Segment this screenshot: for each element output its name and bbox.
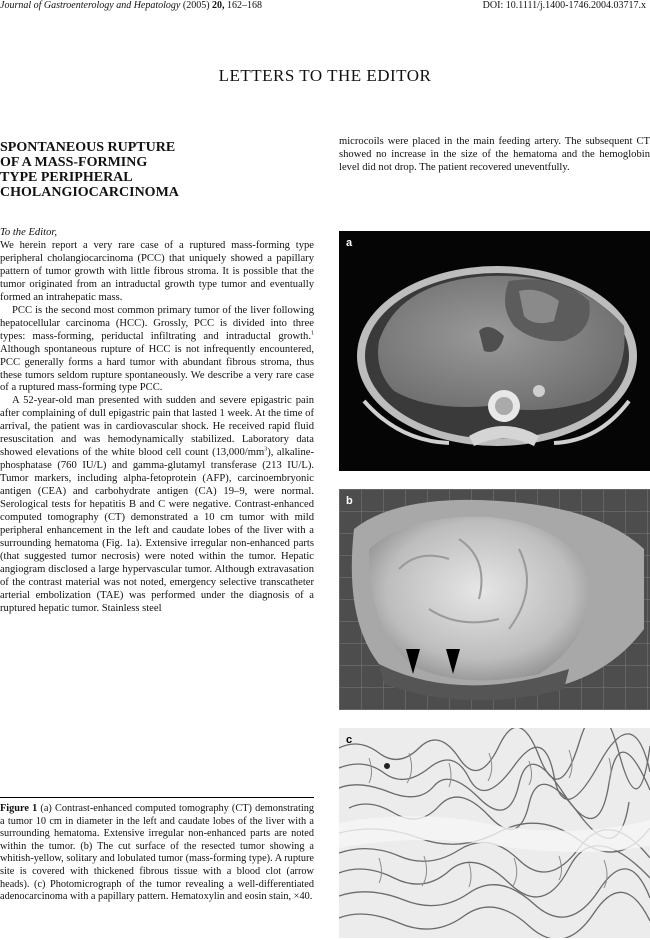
caption-rule xyxy=(0,797,314,798)
figure-panel-b xyxy=(339,489,650,710)
figure-caption xyxy=(0,803,314,904)
p3-text-a: A 52-year-old man presented with sudden and severe epigastric pain after complaining of dull epigastric pain that lasted 1 week. At the time of arrival, the patient was in cardiovascular shock. He received rapid fluid resuscitation and was hemodynamically stabilized. Laboratory data showed elevations of the white blood cell count (13,000/mm xyxy=(0,395,314,459)
figure-panel-c xyxy=(339,728,650,938)
body-left-column xyxy=(0,240,314,616)
histology-image xyxy=(339,728,650,938)
citation-pages: 162–168 xyxy=(224,0,263,11)
running-header xyxy=(0,0,262,12)
specimen-photo xyxy=(339,489,650,710)
paragraph-3-continued: microcoils were placed in the main feeding artery. The subsequent CT showed no increase in the size of the hematoma and the hemoglobin level did not drop. The patient recovered uneventfully. xyxy=(339,136,650,173)
caption-text: (a) Contrast-enhanced computed tomography (CT) demonstrating a tumor 10 cm in diameter in the left and caudate lobes of the liver with a surrounding hematoma. Extensive irregular non-enhanced parts are noted within the tumor. (b) The cut surface of the resected tumor showing a whitish-yellow, solitary and lobulated tumor (mass-forming type). A rupture site is covered with thickened fibrous tissue with a blood clot (arrow heads). (c) Photomicrograph of the tumor revealing a well-differentiated adenocarcinoma with a papillary pattern. Hematoxylin and eosin stain, ×40. xyxy=(0,803,314,903)
superscript-3: 3 xyxy=(264,446,268,453)
body-right-column xyxy=(339,136,650,175)
journal-name: Journal of Gastroenterology and Hepatology xyxy=(0,0,181,11)
paragraph-3 xyxy=(0,395,314,615)
ct-scan-image xyxy=(339,231,650,471)
section-title: LETTERS TO THE EDITOR xyxy=(218,66,432,85)
citation-volume: 20, xyxy=(212,0,225,11)
p3-text-b: ), alkaline-phosphatase (760 IU/L) and gamma-glutamyl transferase (213 IU/L). Tumor markers, including alpha-fetoprotein (AFP), carcinoembryonic antigen (CEA) and carbohydrate antigen (CA) 19–9, were normal. Serological tests for hepatitis B and C were negative. Contrast-enhanced computed tomography (CT) demonstrated a 10 cm tumor with mild peripheral enhancement in the left and caudate lobes of the liver with a surrounding hematoma (Fig. 1a). Extensive irregular non-enhanced parts (that suggested tumor necrosis) were noted within the tumor. Hepatic angiogram disclosed a large hypervascular tumor. Although extravasation of the contrast material was not noted, emergency selective transcatheter arterial embolization (TAE) was performed under the diagnosis of a ruptured hepatic tumor. Stainless steel xyxy=(0,447,314,614)
title-line: OF A MASS-FORMING xyxy=(0,155,148,170)
panel-label-c: c xyxy=(346,734,353,746)
article-title xyxy=(0,140,232,200)
title-line: SPONTANEOUS RUPTURE xyxy=(0,140,176,155)
title-line: TYPE PERIPHERAL xyxy=(0,170,133,185)
citation-year: (2005) xyxy=(182,0,213,11)
paragraph-2 xyxy=(0,305,314,396)
paragraph-1: We herein report a very rare case of a ruptured mass-forming type peripheral cholangiocarcinoma (PCC) that uniquely showed a papillary pattern of tumor growth with little fibrous stroma. It is possible that the tumor originated from an intraductal growth type tumor and eventually formed an intrahepatic mass. xyxy=(0,240,314,303)
title-line: CHOLANGIOCARCINOMA xyxy=(0,185,179,200)
figure-panel-a xyxy=(339,231,650,471)
p2-text-a: PCC is the second most common primary tumor of the liver following hepatocellular carcinoma (HCC). Grossly, PCC is divided into three types: mass-forming, periductal infiltrating and intraductal growth. xyxy=(0,304,314,342)
reference-1[interactable]: 1 xyxy=(311,330,314,337)
caption-label: Figure 1 xyxy=(0,803,38,814)
panel-label-a: a xyxy=(346,237,353,249)
doi: DOI: 10.1111/j.1400-1746.2004.03717.x xyxy=(482,0,646,11)
salutation: To the Editor, xyxy=(0,227,58,238)
p2-text-b: Although spontaneous rupture of HCC is not infrequently encountered, PCC generally forms a hard tumor with abundant fibrous stroma, thus these tumors seldom rupture spontaneously. We describe a very rare case of a ruptured mass-forming type PCC. xyxy=(0,343,314,394)
panel-label-b: b xyxy=(346,495,353,507)
